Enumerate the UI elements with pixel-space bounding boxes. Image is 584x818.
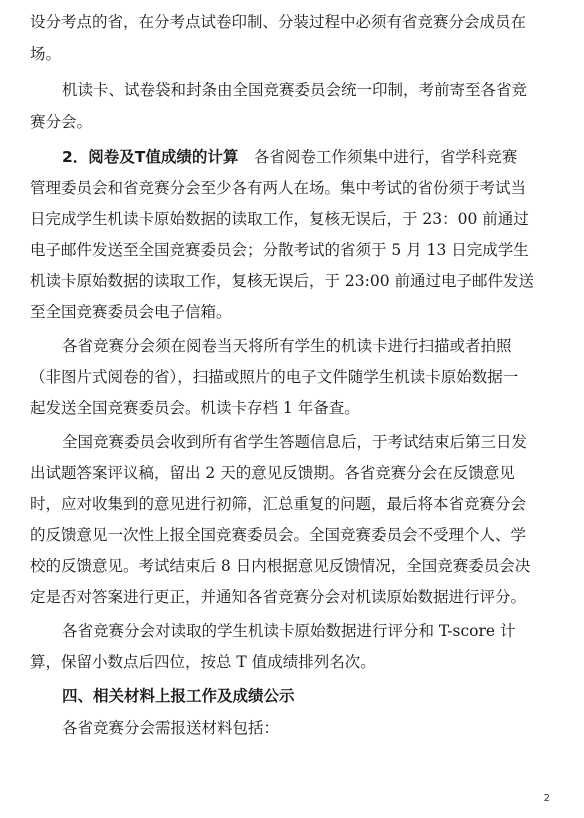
- text-line: 各省竞赛分会须在阅卷当天将所有学生的机读卡进行扫描或者拍照: [62, 337, 512, 355]
- text-line: 定是否对答案进行更正，并通知各省竞赛分会对机读原始数据进行评分。: [30, 588, 527, 606]
- text-line: 时，应对收集到的意见进行初筛，汇总重复的问题，最后将本省竞赛分会: [30, 495, 527, 513]
- text-line: （非图片式阅卷的省），扫描或照片的电子文件随学生机读卡原始数据一: [30, 368, 519, 386]
- text-line: 起发送全国竞赛委员会。机读卡存档 1 年备查。: [30, 399, 360, 417]
- text-line: 至全国竞赛委员会电子信箱。: [30, 303, 232, 321]
- text-line: 电子邮件发送至全国竞赛委员会；分散考试的省须于 5 月 13 日完成学生: [30, 241, 529, 259]
- text-line: 各省竞赛分会对读取的学生机读卡原始数据进行评分和 T-score 计: [62, 622, 516, 640]
- text-line: 各省竞赛分会需报送材料包括：: [62, 719, 280, 737]
- text-line: 的反馈意见一次性上报全国竞赛委员会。全国竞赛委员会不受理个人、学: [30, 526, 527, 544]
- page-number: 2: [543, 793, 550, 804]
- subsection-heading: 2．阅卷及T值成绩的计算: [62, 148, 239, 166]
- text-line: 校的反馈意见。考试结束后 8 日内根据意见反馈情况，全国竞赛委员会决: [30, 557, 531, 575]
- text-line: 算，保留小数点后四位，按总 T 值成绩排列名次。: [30, 653, 376, 671]
- text-span: 各省阅卷工作须集中进行，省学科竞赛: [253, 148, 518, 166]
- section-heading-line: [62, 147, 584, 167]
- section-heading: 四、相关材料上报工作及成绩公示: [62, 687, 295, 705]
- text-line: 场。: [30, 45, 62, 63]
- text-line: 赛分会。: [30, 113, 93, 131]
- text-line: 出试题答案评议稿，留出 2 天的意见反馈期。各省竞赛分会在反馈意见: [30, 464, 515, 482]
- text-line: 管理委员会和省竞赛分会至少各有两人在场。集中考试的省份须于考试当: [30, 179, 527, 197]
- text-line: 设分考点的省，在分考点试卷印制、分装过程中必须有省竞赛分会成员在: [30, 13, 527, 31]
- text-line: 机读卡、试卷袋和封条由全国竞赛委员会统一印制，考前寄至各省竞: [62, 81, 528, 99]
- text-line: 全国竞赛委员会收到所有省学生答题信息后，于考试结束后第三日发: [62, 433, 528, 451]
- text-line: 机读卡原始数据的读取工作，复核无误后，于 23:00 前通过电子邮件发送: [30, 272, 535, 290]
- text-line: 日完成学生机读卡原始数据的读取工作，复核无误后，于 23：00 前通过: [30, 210, 529, 228]
